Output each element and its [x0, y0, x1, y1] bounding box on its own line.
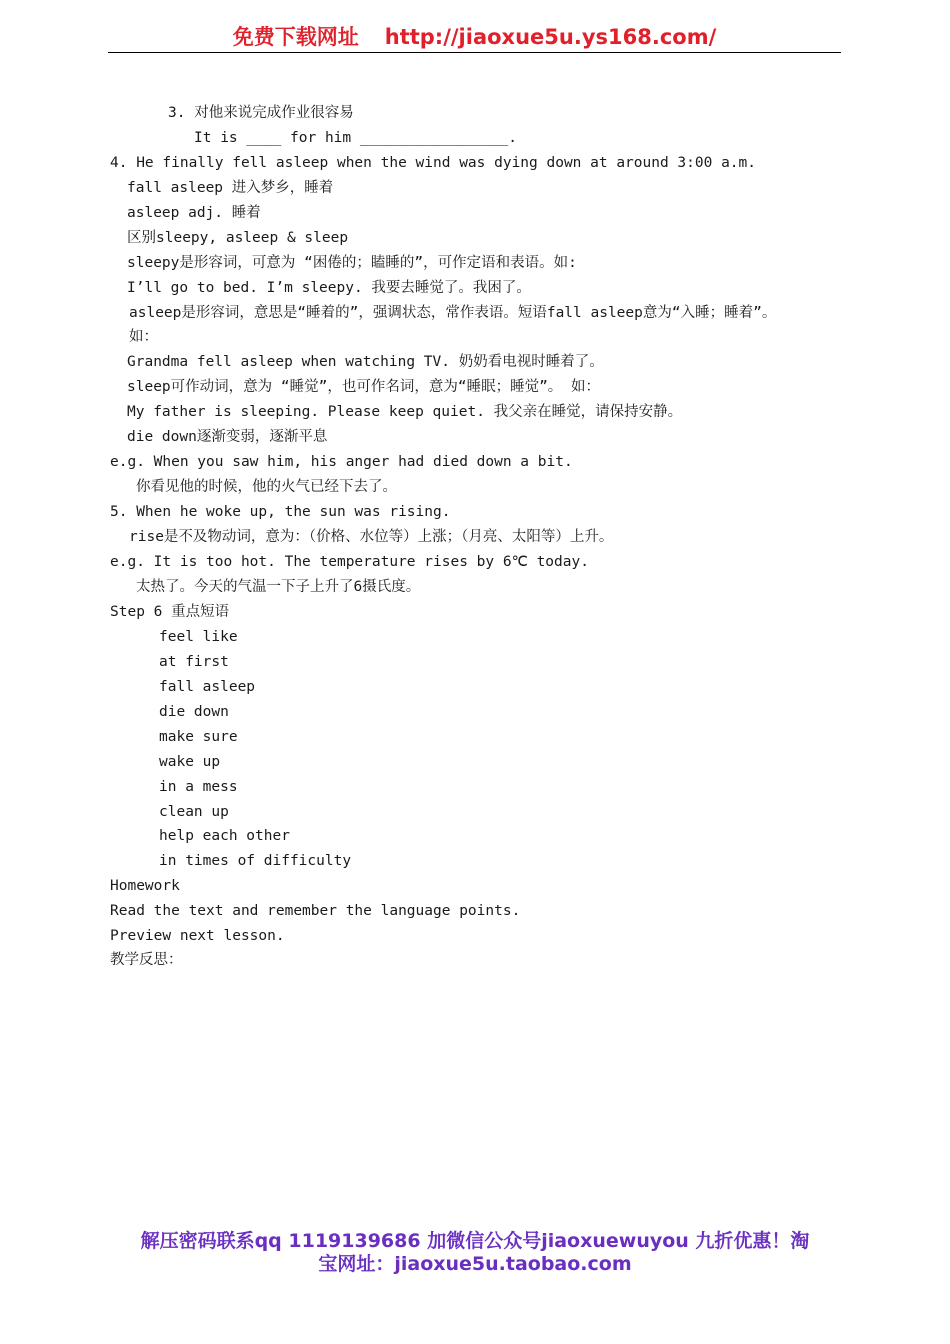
word-asleep: asleep adj. 睡着	[127, 205, 261, 221]
rise-example: e.g. It is too hot. The temperature rises by 6℃ today.	[110, 554, 589, 570]
page-header	[108, 22, 841, 53]
compare-heading: 区别sleepy, asleep & sleep	[127, 230, 349, 246]
sleep-note: sleep可作动词，意为 “睡觉”，也可作名词，意为“睡眠；睡觉”。 如：	[127, 379, 601, 395]
phrase-item: die down	[159, 704, 229, 720]
phrase-item: wake up	[159, 754, 221, 770]
asleep-example: Grandma fell asleep when watching TV. 奶奶看电视时睡着了。	[127, 354, 604, 370]
point-4-sentence: 4. He finally fell asleep when the wind was dying down at around 3:00 a.m.	[110, 155, 757, 171]
phrase-item: clean up	[159, 804, 229, 820]
footer-shop-link[interactable]: 宝网址：jiaoxue5u.taobao.com	[318, 1253, 632, 1275]
die-down-example: e.g. When you saw him, his anger had died down a bit.	[110, 454, 573, 470]
header-url-link[interactable]: http://jiaoxue5u.ys168.com/	[384, 25, 717, 49]
rise-translation: 太热了。今天的气温一下子上升了6摄氏度。	[136, 579, 421, 595]
homework-task: Preview next lesson.	[110, 928, 285, 944]
header-label: 免费下载网址	[232, 25, 359, 49]
phrase-item: make sure	[159, 729, 238, 745]
point-5-sentence: 5. When he woke up, the sun was rising.	[110, 504, 451, 520]
rise-note: rise是不及物动词，意为：（价格、水位等）上涨；（月亮、太阳等）上升。	[129, 529, 614, 545]
asleep-note-cont: 如：	[129, 329, 158, 345]
asleep-note: asleep是形容词，意思是“睡着的”，强调状态，常作表语。短语fall asleep意为“入睡；睡着”。	[129, 305, 777, 321]
fill-blank-sentence: It is ____ for him _________________.	[194, 130, 518, 146]
step-6-heading: Step 6 重点短语	[110, 604, 230, 620]
die-down-translation: 你看见他的时候，他的火气已经下去了。	[136, 479, 397, 495]
phrase-item: feel like	[159, 629, 238, 645]
sleepy-note: sleepy是形容词，可意为 “困倦的；瞌睡的”，可作定语和表语。如:	[127, 255, 577, 271]
phrase-item: in times of difficulty	[159, 853, 352, 869]
sleepy-example: I’ll go to bed. I’m sleepy. 我要去睡觉了。我困了。	[127, 280, 531, 296]
phrase-fall-asleep: fall asleep 进入梦乡，睡着	[127, 180, 334, 196]
reflection-heading: 教学反思：	[110, 952, 183, 968]
phrase-die-down: die down逐渐变弱，逐渐平息	[127, 429, 328, 445]
homework-heading: Homework	[110, 878, 180, 894]
phrase-item: help each other	[159, 828, 290, 844]
exercise-item-3: 3. 对他来说完成作业很容易	[168, 105, 354, 121]
phrase-item: in a mess	[159, 779, 238, 795]
footer-contact: 解压密码联系qq 1119139686 加微信公众号jiaoxuewuyou 九折优惠！淘	[140, 1230, 810, 1252]
phrase-item: fall asleep	[159, 679, 256, 695]
phrase-item: at first	[159, 654, 229, 670]
sleep-example: My father is sleeping. Please keep quiet. 我父亲在睡觉，请保持安静。	[127, 404, 683, 420]
homework-task: Read the text and remember the language points.	[110, 903, 521, 919]
